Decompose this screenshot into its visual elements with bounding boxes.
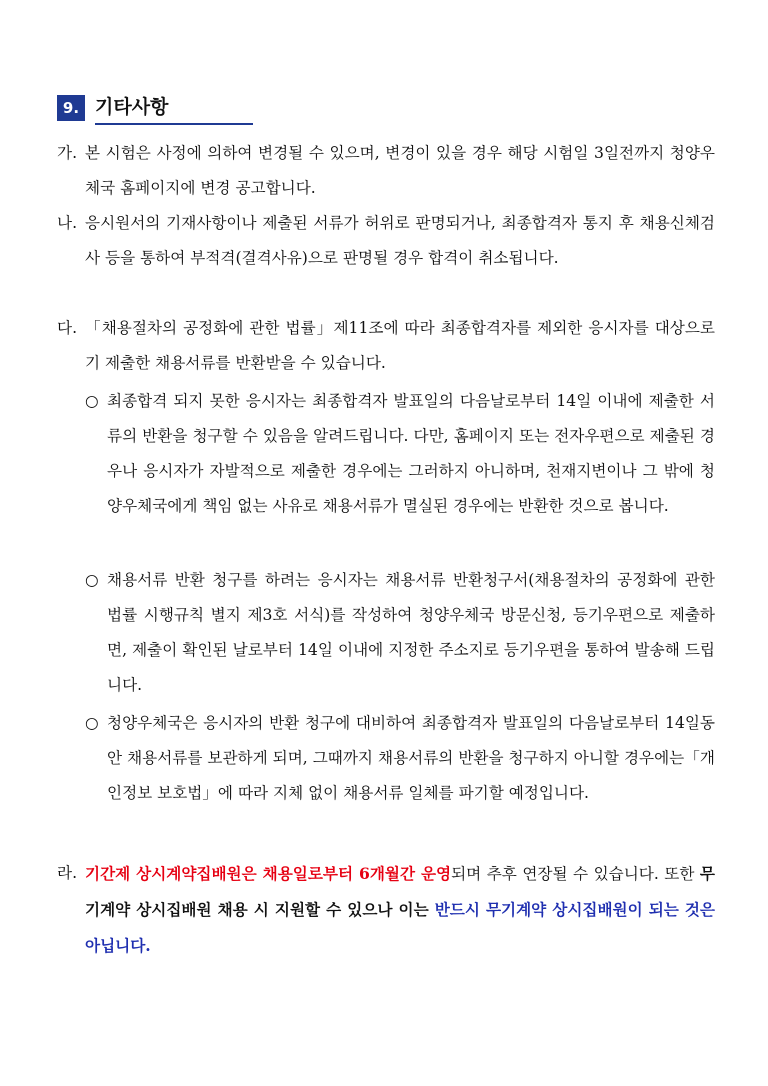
item-text: 응시원서의 기재사항이나 제출된 서류가 허위로 판명되거나, 최종합격자 통지 후 채용신체검사 등을 통하여 부적격(결격사유)으로 판명될 경우 합격이 취소됩니다. — [85, 214, 715, 267]
plain-text: 되며 추후 연장될 수 있습니다. 또한 — [451, 865, 700, 883]
subitem-3 — [85, 706, 715, 811]
bullet-circle-icon: ○ — [85, 714, 99, 732]
item-marker: 가. — [57, 144, 78, 162]
subitem-2 — [85, 563, 715, 703]
bullet-circle-icon: ○ — [85, 571, 99, 589]
highlight-red-text: 기간제 상시계약집배원은 채용일로부터 6개월간 운영 — [85, 864, 452, 883]
subitem-text: 청양우체국은 응시자의 반환 청구에 대비하여 최종합격자 발표일의 다음날로부터 14일동안 채용서류를 보관하게 되며, 그때까지 채용서류의 반환을 청구하지 아니할 경우에는「개인정보 보호법」에 따라 지체 없이 채용서류 일체를 파기할 예정입니다. — [107, 714, 715, 802]
item-marker: 라. — [57, 864, 78, 882]
section-title: 기타사항 — [95, 96, 169, 118]
section-underline — [95, 123, 253, 125]
item-ga — [57, 136, 715, 206]
item-marker: 나. — [57, 214, 78, 232]
item-ra — [57, 856, 715, 964]
section-number-badge: 9. — [57, 95, 85, 121]
section-header — [57, 93, 253, 125]
subitem-text: 최종합격 되지 못한 응시자는 최종합격자 발표일의 다음날로부터 14일 이내에 제출한 서류의 반환을 청구할 수 있음을 알려드립니다. 다만, 홈페이지 또는 전자우편으로 제출된 경우나 응시자가 자발적으로 제출한 경우에는 그러하지 아니하며, 천재지변이나 그 밖에 청양우체국에게 책임 없는 사유로 채용서류가 멸실된 경우에는 반환한 것으로 봅니다. — [107, 392, 715, 515]
item-text — [85, 856, 715, 964]
item-da — [57, 311, 715, 381]
item-text: 본 시험은 사정에 의하여 변경될 수 있으며, 변경이 있을 경우 해당 시험일 3일전까지 청양우체국 홈페이지에 변경 공고합니다. — [85, 144, 715, 197]
item-marker: 다. — [57, 319, 78, 337]
subitem-1 — [85, 384, 715, 524]
item-na — [57, 206, 715, 276]
item-text: 「채용절차의 공정화에 관한 법률」제11조에 따라 최종합격자를 제외한 응시자를 대상으로 기 제출한 채용서류를 반환받을 수 있습니다. — [85, 319, 715, 372]
bullet-circle-icon: ○ — [85, 392, 99, 410]
subitem-text: 채용서류 반환 청구를 하려는 응시자는 채용서류 반환청구서(채용절차의 공정화에 관한 법률 시행규칙 별지 제3호 서식)를 작성하여 청양우체국 방문신청, 등기우편으로 제출하면, 제출이 확인된 날로부터 14일 이내에 지정한 주소지로 등기우편을 통하여 발송해 드립니다. — [107, 571, 715, 694]
bold-text: 무기계약 상시집배원 채용 시 지원할 수 있으나 이는 — [85, 864, 715, 919]
highlight-blue-text: 반드시 무기계약 상시집배원이 되는 것은 아닙니다. — [85, 900, 715, 955]
